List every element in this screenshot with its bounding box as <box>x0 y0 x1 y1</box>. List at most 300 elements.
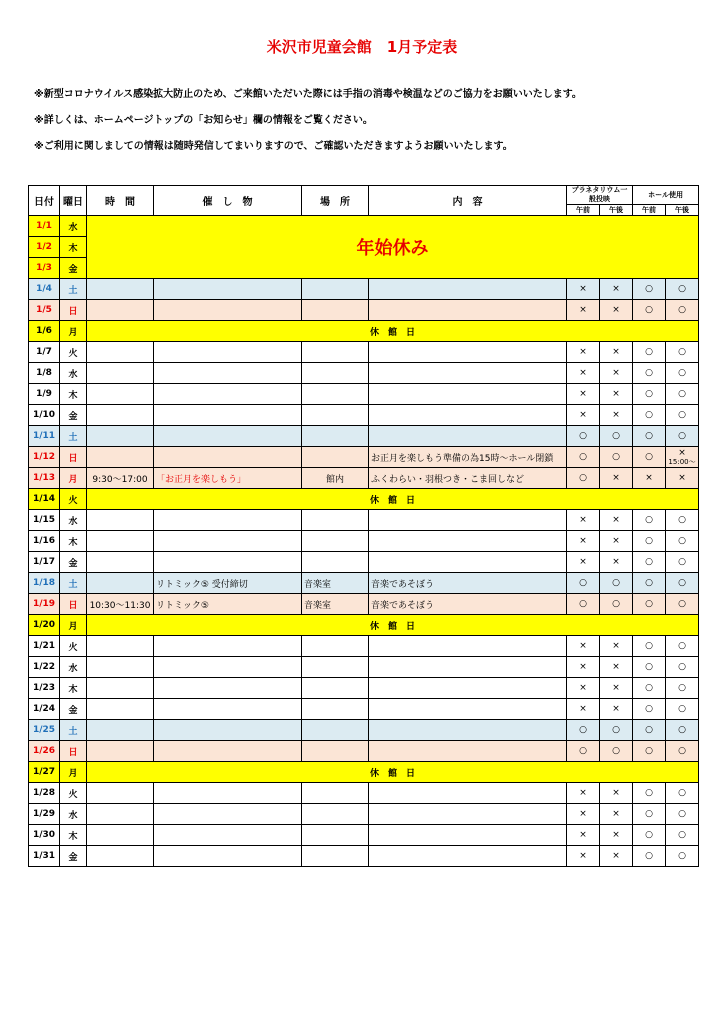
availability-mark <box>633 531 666 552</box>
availability-mark <box>666 552 699 573</box>
table-row <box>29 699 699 720</box>
availability-mark <box>600 783 633 804</box>
content-cell <box>369 300 567 321</box>
content-cell <box>369 552 567 573</box>
place-cell <box>302 426 369 447</box>
availability-mark <box>600 741 633 762</box>
event-cell <box>154 657 302 678</box>
availability-mark <box>600 426 633 447</box>
availability-value: ○ <box>678 536 686 546</box>
header-event: 催 し 物 <box>154 186 302 216</box>
weekday-cell: 月 <box>60 321 87 342</box>
table-row <box>29 762 699 783</box>
date-cell: 1/15 <box>29 510 60 531</box>
availability-value: ○ <box>645 431 653 441</box>
table-row <box>29 573 699 594</box>
content-cell <box>369 825 567 846</box>
availability-mark <box>567 279 600 300</box>
event-cell <box>154 426 302 447</box>
content-cell: お正月を楽しもう準備の為15時～ホール閉鎖 <box>369 447 567 468</box>
availability-value: × <box>612 704 620 714</box>
availability-mark <box>633 468 666 489</box>
place-cell <box>302 657 369 678</box>
time-cell <box>87 426 154 447</box>
availability-value: × <box>579 410 587 420</box>
date-cell: 1/19 <box>29 594 60 615</box>
date-cell: 1/2 <box>29 237 60 258</box>
table-row <box>29 804 699 825</box>
content-cell <box>369 342 567 363</box>
availability-mark <box>666 426 699 447</box>
place-cell <box>302 783 369 804</box>
availability-mark <box>600 468 633 489</box>
date-cell: 1/27 <box>29 762 60 783</box>
availability-mark <box>600 594 633 615</box>
event-cell <box>154 783 302 804</box>
availability-value: × <box>612 557 620 567</box>
weekday-cell: 金 <box>60 258 87 279</box>
table-row <box>29 783 699 804</box>
header-am: 午前 <box>633 205 666 216</box>
availability-mark <box>633 510 666 531</box>
availability-value: ○ <box>678 641 686 651</box>
place-cell <box>302 699 369 720</box>
availability-mark <box>567 426 600 447</box>
availability-mark <box>633 846 666 867</box>
availability-value: ○ <box>645 830 653 840</box>
availability-mark <box>666 657 699 678</box>
time-cell <box>87 279 154 300</box>
place-cell: 館内 <box>302 468 369 489</box>
availability-mark <box>666 678 699 699</box>
availability-value: × <box>612 473 620 483</box>
availability-mark <box>600 657 633 678</box>
weekday-cell: 火 <box>60 489 87 510</box>
availability-value: ○ <box>645 809 653 819</box>
availability-value: × <box>612 788 620 798</box>
availability-mark <box>666 594 699 615</box>
availability-mark <box>666 741 699 762</box>
availability-value: × <box>579 788 587 798</box>
place-cell: 音楽室 <box>302 573 369 594</box>
date-cell: 1/1 <box>29 216 60 237</box>
weekday-cell: 火 <box>60 783 87 804</box>
event-cell <box>154 804 302 825</box>
time-cell <box>87 447 154 468</box>
table-row <box>29 657 699 678</box>
time-cell <box>87 783 154 804</box>
event-cell <box>154 825 302 846</box>
availability-value: ○ <box>678 284 686 294</box>
availability-mark <box>633 384 666 405</box>
availability-value: ○ <box>645 641 653 651</box>
availability-mark <box>600 552 633 573</box>
availability-mark <box>600 636 633 657</box>
availability-value: ○ <box>579 599 587 609</box>
availability-value: × <box>678 473 686 483</box>
availability-mark <box>633 594 666 615</box>
time-cell <box>87 573 154 594</box>
availability-mark <box>600 447 633 468</box>
schedule-body <box>29 216 699 867</box>
availability-value: × <box>579 641 587 651</box>
time-cell: 9:30～17:00 <box>87 468 154 489</box>
event-cell: 「お正月を楽しもう」 <box>154 468 302 489</box>
time-cell <box>87 699 154 720</box>
event-cell <box>154 846 302 867</box>
availability-mark <box>567 699 600 720</box>
availability-mark <box>666 300 699 321</box>
table-row <box>29 552 699 573</box>
availability-mark <box>567 363 600 384</box>
content-cell <box>369 531 567 552</box>
availability-mark <box>633 426 666 447</box>
table-row <box>29 279 699 300</box>
availability-value: ○ <box>645 746 653 756</box>
availability-value: ○ <box>645 347 653 357</box>
availability-mark <box>633 678 666 699</box>
availability-value: ○ <box>612 725 620 735</box>
table-row <box>29 678 699 699</box>
availability-mark <box>666 720 699 741</box>
availability-value: × <box>645 473 653 483</box>
availability-mark <box>633 573 666 594</box>
availability-mark <box>633 825 666 846</box>
availability-mark <box>633 300 666 321</box>
availability-value: × <box>678 448 686 458</box>
table-row <box>29 615 699 636</box>
availability-value: ○ <box>645 578 653 588</box>
availability-mark <box>666 636 699 657</box>
availability-value: × <box>579 557 587 567</box>
availability-value: × <box>612 830 620 840</box>
date-cell: 1/10 <box>29 405 60 426</box>
availability-mark <box>633 657 666 678</box>
weekday-cell: 日 <box>60 300 87 321</box>
table-row <box>29 468 699 489</box>
event-cell <box>154 300 302 321</box>
table-row <box>29 321 699 342</box>
availability-value: × <box>579 683 587 693</box>
availability-value: ○ <box>645 557 653 567</box>
weekday-cell: 水 <box>60 510 87 531</box>
content-cell <box>369 678 567 699</box>
availability-value: ○ <box>678 599 686 609</box>
availability-value: ○ <box>579 746 587 756</box>
date-cell: 1/20 <box>29 615 60 636</box>
time-cell <box>87 363 154 384</box>
weekday-cell: 月 <box>60 615 87 636</box>
availability-value: × <box>579 389 587 399</box>
date-cell: 1/25 <box>29 720 60 741</box>
availability-value: ○ <box>645 368 653 378</box>
availability-mark <box>666 447 699 468</box>
date-cell: 1/12 <box>29 447 60 468</box>
event-cell <box>154 363 302 384</box>
date-cell: 1/11 <box>29 426 60 447</box>
availability-value: × <box>612 536 620 546</box>
table-row <box>29 594 699 615</box>
availability-mark <box>633 804 666 825</box>
date-cell: 1/4 <box>29 279 60 300</box>
date-cell: 1/9 <box>29 384 60 405</box>
place-cell <box>302 300 369 321</box>
availability-value: × <box>579 851 587 861</box>
table-row <box>29 720 699 741</box>
header-hall: ホール使用 <box>633 186 699 205</box>
date-cell: 1/18 <box>29 573 60 594</box>
availability-mark <box>567 552 600 573</box>
availability-value: ○ <box>645 389 653 399</box>
place-cell <box>302 552 369 573</box>
event-cell <box>154 531 302 552</box>
date-cell: 1/23 <box>29 678 60 699</box>
availability-mark <box>633 741 666 762</box>
content-cell <box>369 804 567 825</box>
availability-mark <box>633 699 666 720</box>
availability-mark <box>567 678 600 699</box>
availability-value: ○ <box>678 725 686 735</box>
availability-mark <box>633 447 666 468</box>
time-cell <box>87 510 154 531</box>
weekday-cell: 土 <box>60 279 87 300</box>
time-cell <box>87 342 154 363</box>
availability-value: ○ <box>678 515 686 525</box>
availability-mark <box>633 552 666 573</box>
time-cell <box>87 720 154 741</box>
availability-value: ○ <box>678 410 686 420</box>
time-cell: 10:30～11:30 <box>87 594 154 615</box>
availability-value: ○ <box>645 305 653 315</box>
availability-value: ○ <box>612 599 620 609</box>
availability-mark <box>666 405 699 426</box>
weekday-cell: 火 <box>60 636 87 657</box>
time-cell <box>87 405 154 426</box>
availability-value: × <box>612 368 620 378</box>
weekday-cell: 日 <box>60 741 87 762</box>
table-row <box>29 510 699 531</box>
event-cell: リトミック⑤ <box>154 594 302 615</box>
event-cell <box>154 720 302 741</box>
table-row <box>29 384 699 405</box>
availability-mark <box>666 384 699 405</box>
availability-value: ○ <box>678 683 686 693</box>
availability-value: × <box>612 515 620 525</box>
place-cell <box>302 363 369 384</box>
content-cell <box>369 783 567 804</box>
availability-mark <box>567 531 600 552</box>
time-cell <box>87 300 154 321</box>
availability-mark <box>666 825 699 846</box>
header-pm: 午後 <box>666 205 699 216</box>
availability-value: × <box>579 305 587 315</box>
weekday-cell: 木 <box>60 237 87 258</box>
availability-value: × <box>579 284 587 294</box>
availability-mark <box>567 573 600 594</box>
availability-value: × <box>612 347 620 357</box>
place-cell <box>302 846 369 867</box>
availability-mark <box>600 699 633 720</box>
table-row <box>29 531 699 552</box>
page-title: 米沢市児童会館 1月予定表 <box>266 38 458 56</box>
content-cell <box>369 510 567 531</box>
event-cell <box>154 405 302 426</box>
date-cell: 1/30 <box>29 825 60 846</box>
availability-mark <box>666 531 699 552</box>
availability-value: ○ <box>678 305 686 315</box>
content-cell <box>369 699 567 720</box>
availability-value: ○ <box>612 452 620 462</box>
place-cell <box>302 636 369 657</box>
event-cell <box>154 279 302 300</box>
table-row <box>29 636 699 657</box>
header-date: 日付 <box>29 186 60 216</box>
place-cell <box>302 342 369 363</box>
availability-value: × <box>612 809 620 819</box>
availability-value: × <box>612 662 620 672</box>
place-cell <box>302 405 369 426</box>
availability-mark <box>633 783 666 804</box>
availability-mark <box>567 825 600 846</box>
date-cell: 1/6 <box>29 321 60 342</box>
availability-mark <box>600 846 633 867</box>
date-cell: 1/31 <box>29 846 60 867</box>
date-cell: 1/17 <box>29 552 60 573</box>
availability-value: × <box>612 641 620 651</box>
availability-value: ○ <box>645 599 653 609</box>
table-row <box>29 342 699 363</box>
header-content: 内 容 <box>369 186 567 216</box>
notice-line: ※ご利用に関しましての情報は随時発信してまいりますので、ご確認いただきますようお願いいたします。 <box>34 141 513 152</box>
header-planetarium: プラネタリウム一般投映 <box>567 186 633 205</box>
availability-mark <box>567 594 600 615</box>
availability-value: × <box>579 347 587 357</box>
availability-mark <box>567 804 600 825</box>
event-cell <box>154 447 302 468</box>
availability-value: ○ <box>678 704 686 714</box>
event-cell <box>154 384 302 405</box>
availability-mark <box>567 657 600 678</box>
time-cell <box>87 657 154 678</box>
date-cell: 1/28 <box>29 783 60 804</box>
availability-mark <box>633 342 666 363</box>
availability-mark <box>666 699 699 720</box>
content-cell <box>369 363 567 384</box>
time-cell <box>87 384 154 405</box>
content-cell <box>369 384 567 405</box>
weekday-cell: 月 <box>60 468 87 489</box>
availability-value: ○ <box>645 662 653 672</box>
availability-value: ○ <box>645 515 653 525</box>
availability-value: ○ <box>678 347 686 357</box>
availability-mark <box>666 363 699 384</box>
availability-value: × <box>579 809 587 819</box>
weekday-cell: 木 <box>60 531 87 552</box>
availability-value: × <box>579 536 587 546</box>
availability-value: ○ <box>645 704 653 714</box>
notice-list <box>34 88 582 166</box>
weekday-cell: 木 <box>60 678 87 699</box>
event-cell <box>154 552 302 573</box>
date-cell: 1/14 <box>29 489 60 510</box>
availability-mark <box>567 783 600 804</box>
availability-value: ○ <box>579 431 587 441</box>
availability-mark <box>567 636 600 657</box>
weekday-cell: 金 <box>60 552 87 573</box>
event-cell: リトミック⑤ 受付締切 <box>154 573 302 594</box>
availability-mark <box>600 678 633 699</box>
time-cell <box>87 552 154 573</box>
content-cell <box>369 657 567 678</box>
place-cell: 音楽室 <box>302 594 369 615</box>
availability-mark <box>666 510 699 531</box>
content-cell <box>369 720 567 741</box>
availability-mark <box>633 405 666 426</box>
date-cell: 1/7 <box>29 342 60 363</box>
availability-value: × <box>579 704 587 714</box>
time-cell <box>87 678 154 699</box>
content-cell <box>369 279 567 300</box>
availability-value: ○ <box>645 536 653 546</box>
time-cell <box>87 636 154 657</box>
availability-value: ○ <box>678 389 686 399</box>
availability-value: ○ <box>645 725 653 735</box>
weekday-cell: 金 <box>60 699 87 720</box>
place-cell <box>302 825 369 846</box>
place-cell <box>302 279 369 300</box>
availability-mark <box>600 300 633 321</box>
availability-mark <box>567 741 600 762</box>
availability-mark <box>567 510 600 531</box>
event-cell <box>154 636 302 657</box>
availability-mark <box>633 720 666 741</box>
availability-mark <box>666 573 699 594</box>
availability-value: ○ <box>579 452 587 462</box>
event-cell <box>154 741 302 762</box>
availability-value: ○ <box>579 725 587 735</box>
availability-value: ○ <box>579 473 587 483</box>
header-place: 場 所 <box>302 186 369 216</box>
weekday-cell: 水 <box>60 804 87 825</box>
weekday-cell: 金 <box>60 846 87 867</box>
content-cell <box>369 405 567 426</box>
table-row <box>29 216 699 237</box>
notice-line: ※詳しくは、ホームページトップの「お知らせ」欄の情報をご覧ください。 <box>34 115 373 126</box>
availability-mark <box>600 279 633 300</box>
availability-mark <box>600 363 633 384</box>
availability-value: × <box>612 683 620 693</box>
content-cell: ふくわらい・羽根つき・こま回しなど <box>369 468 567 489</box>
weekday-cell: 木 <box>60 384 87 405</box>
event-cell <box>154 678 302 699</box>
date-cell: 1/3 <box>29 258 60 279</box>
date-cell: 1/5 <box>29 300 60 321</box>
availability-mark <box>666 468 699 489</box>
table-row <box>29 825 699 846</box>
weekday-cell: 土 <box>60 573 87 594</box>
availability-value: × <box>612 284 620 294</box>
availability-value: ○ <box>645 851 653 861</box>
availability-mark <box>567 447 600 468</box>
weekday-cell: 月 <box>60 762 87 783</box>
availability-value: ○ <box>645 683 653 693</box>
availability-mark <box>666 846 699 867</box>
availability-value: ○ <box>678 788 686 798</box>
table-row <box>29 741 699 762</box>
availability-mark <box>567 405 600 426</box>
time-cell <box>87 741 154 762</box>
availability-value: ○ <box>678 431 686 441</box>
